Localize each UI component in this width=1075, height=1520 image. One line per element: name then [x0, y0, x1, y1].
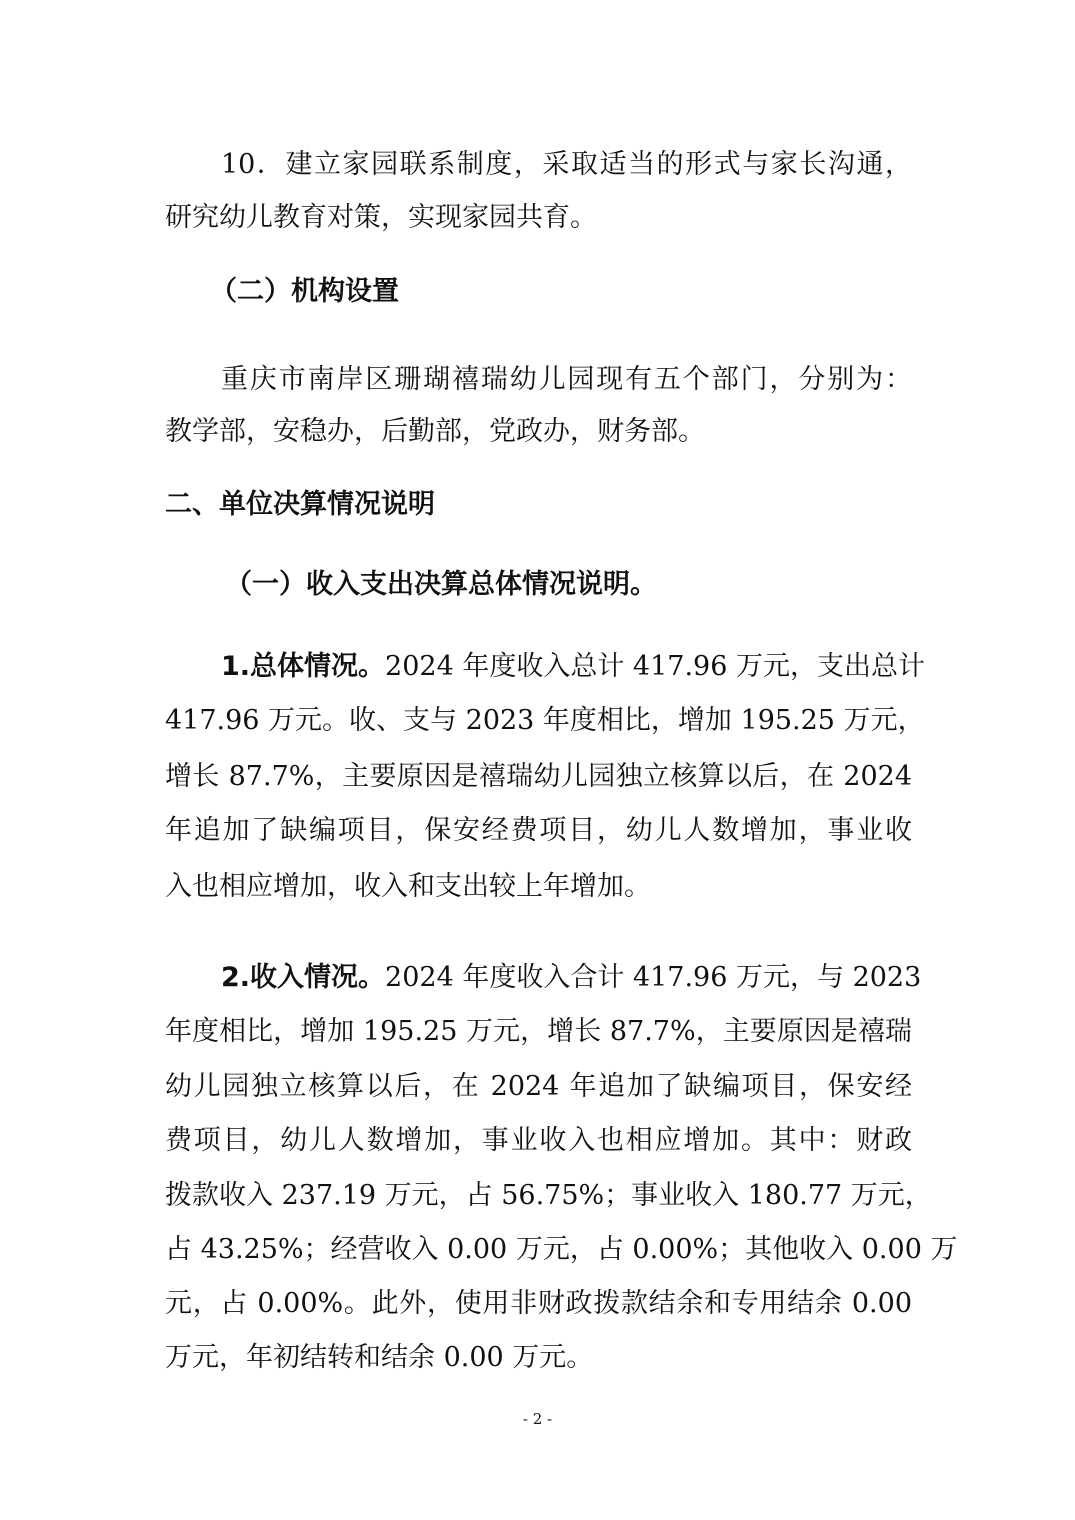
section-heading: （二）机构设置: [210, 276, 399, 307]
paragraph-line: 年度相比，增加 195.25 万元，增长 87.7%，主要原因是禧瑞: [165, 1016, 912, 1047]
page-number: - 2 -: [522, 1410, 553, 1428]
chapter-heading: 二、单位决算情况说明: [165, 489, 435, 520]
paragraph-text: 2024 年度收入总计 417.96 万元，支出总计: [385, 651, 925, 682]
paragraph-line: 元，占 0.00%。此外，使用非财政拨款结余和专用结余 0.00: [165, 1288, 912, 1319]
paragraph-line: 增长 87.7%，主要原因是禧瑞幼儿园独立核算以后，在 2024: [165, 761, 912, 792]
paragraph-line: 占 43.25%；经营收入 0.00 万元，占 0.00%；其他收入 0.00 万: [165, 1234, 958, 1265]
paragraph-lead: 1.总体情况。: [221, 651, 386, 682]
paragraph-line: 万元，年初结转和结余 0.00 万元。: [165, 1342, 594, 1373]
paragraph-line: 417.96 万元。收、支与 2023 年度相比，增加 195.25 万元，: [165, 705, 925, 736]
paragraph-line: 教学部，安稳办，后勤部，党政办，财务部。: [165, 416, 705, 447]
paragraph-text: 2024 年度收入合计 417.96 万元，与 2023: [385, 962, 922, 993]
paragraph-lead: 2.收入情况。: [221, 962, 386, 993]
paragraph-line: 10．建立家园联系制度，采取适当的形式与家长沟通，: [221, 149, 912, 180]
paragraph-line: [165, 960, 922, 996]
paragraph-line: 年追加了缺编项目，保安经费项目，幼儿人数增加，事业收: [165, 815, 912, 846]
paragraph-line: 幼儿园独立核算以后，在 2024 年追加了缺编项目，保安经: [165, 1071, 912, 1102]
paragraph-line: 重庆市南岸区珊瑚禧瑞幼儿园现有五个部门，分别为：: [221, 364, 912, 395]
paragraph-line: 研究幼儿教育对策，实现家园共育。: [165, 202, 597, 233]
subsection-heading: （一）收入支出决算总体情况说明。: [225, 569, 657, 600]
paragraph-line: 费项目，幼儿人数增加，事业收入也相应增加。其中：财政: [165, 1125, 912, 1156]
paragraph-line: [165, 649, 925, 685]
paragraph-line: 拨款收入 237.19 万元，占 56.75%；事业收入 180.77 万元，: [165, 1180, 932, 1211]
paragraph-line: 入也相应增加，收入和支出较上年增加。: [165, 871, 651, 902]
